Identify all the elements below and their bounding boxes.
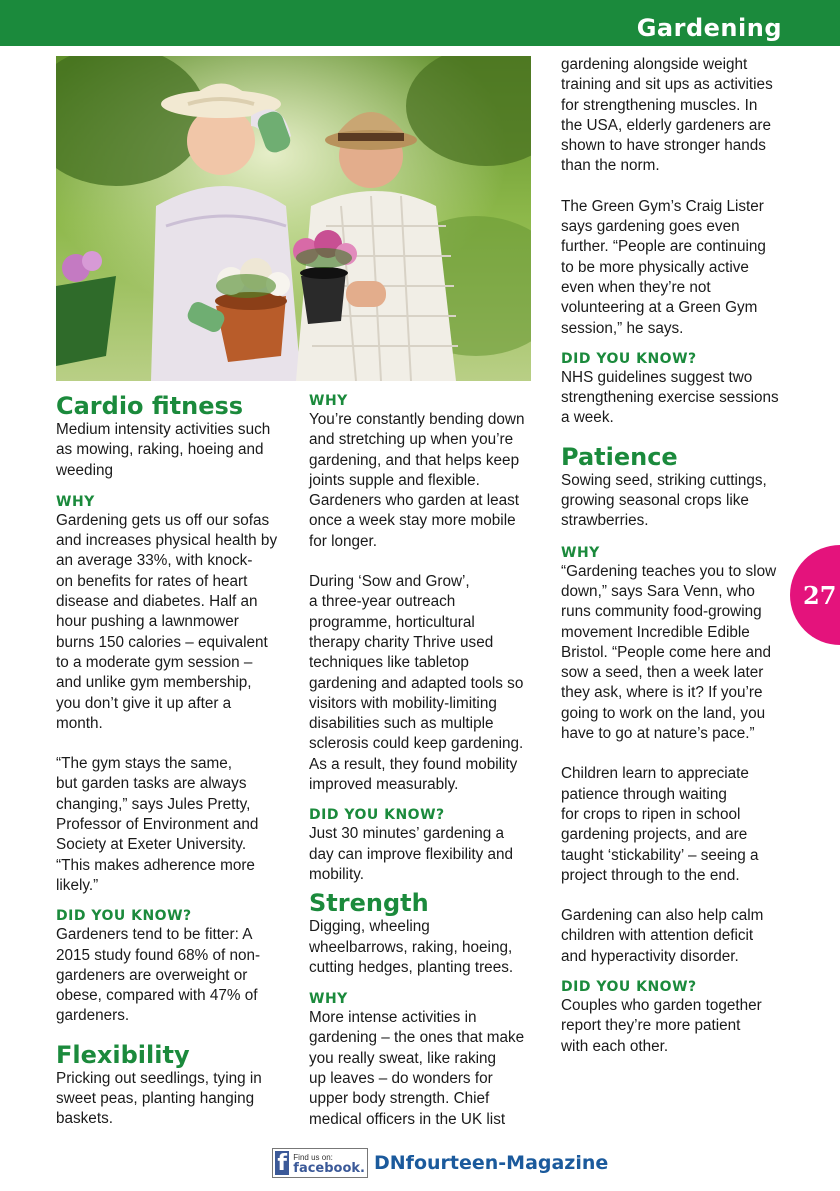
page-number: 27: [803, 581, 837, 610]
why-label: WHY: [309, 393, 348, 409]
page-number-tab: [790, 545, 840, 645]
why-label: WHY: [309, 991, 348, 1008]
heading-flexibility: Flexibility: [56, 1040, 190, 1069]
why-label: WHY: [561, 544, 600, 561]
did-you-know-text: Just 30 minutes’ gardening a day can improve flexibility and mobility.: [309, 825, 514, 883]
facebook-find-us: Find us on:: [293, 1152, 333, 1162]
section-header-bar: [0, 0, 840, 46]
feature-photo: [56, 56, 531, 381]
facebook-wordmark: facebook.: [293, 1160, 365, 1176]
body-paragraph: “Gardening teaches you to slow down,” says Sara Venn, who runs community food-growing movement Incredible Edible Bristol. “People come here and sow a seed, then a week later they ask, where is it? If you’re going to work on the land, you have to go at nature’s pace.”: [561, 562, 777, 743]
body-paragraph: The Green Gym’s Craig Lister says gardening goes even further. “People are continuing to be more physically active even when they’re not volunteering at a Green Gym session,” he says.: [561, 197, 766, 337]
gardening-couple-photo: [56, 56, 531, 381]
body-paragraph: “The gym stays the same, but garden tasks are always changing,” says Jules Pretty, Professor of Environment and Society at Exeter University. “This makes adherence more likely.”: [56, 755, 259, 894]
did-you-know-label: DID YOU KNOW?: [309, 807, 445, 824]
body-paragraph: During ‘Sow and Grow’, a three-year outreach programme, horticultural therapy charity Thrive used techniques like tabletop gardening and adapted tools so visitors with mobility-limiting disabilities such as multiple sclerosis could keep gardening. As a result, they found mobility improved measurably.: [309, 573, 524, 794]
section-title: Gardening: [636, 14, 782, 42]
cardio-intro: Medium intensity activities such as mowing, raking, hoeing and weeding: [56, 421, 271, 479]
facebook-icon: f: [275, 1151, 289, 1175]
heading-strength: Strength: [309, 889, 429, 918]
body-paragraph: You’re constantly bending down and stretching up when you’re gardening, and that helps keep joints supple and flexible. Gardeners who garden at least once a week stay more mobile for longer.: [309, 411, 525, 550]
strength-intro: Digging, wheeling wheelbarrows, raking, hoeing, cutting hedges, planting trees.: [309, 918, 514, 976]
did-you-know-label: DID YOU KNOW?: [56, 908, 192, 925]
body-paragraph: Gardening gets us off our sofas and increases physical health by an average 33%, with knock- on benefits for rates of heart disease and diabetes. Half an hour pushing a lawnmower burns 150 calories – equivalent to a moderate gym session – and unlike gym membership, you don’t give it up after a month.: [56, 511, 278, 732]
body-paragraph: gardening alongside weight training and sit ups as activities for strengthening muscles. In the USA, elderly gardeners are shown to have stronger hands than the norm.: [561, 56, 773, 175]
did-you-know-label: DID YOU KNOW?: [561, 978, 697, 995]
did-you-know-text: NHS guidelines suggest two strengthening exercise sessions a week.: [561, 368, 779, 427]
column-1: [56, 392, 278, 1130]
footer-facebook[interactable]: [272, 1146, 608, 1180]
did-you-know-text: Couples who garden together report they’re more patient with each other.: [561, 996, 762, 1055]
facebook-badge[interactable]: [272, 1148, 368, 1178]
facebook-handle-link[interactable]: DNfourteen-Magazine: [374, 1152, 609, 1174]
body-paragraph: More intense activities in gardening – the ones that make you really sweat, like raking up leaves – do wonders for upper body strength. Chief medical officers in the UK list: [309, 1009, 525, 1128]
heading-patience: Patience: [561, 442, 678, 471]
body-paragraph: Gardening can also help calm children with attention deficit and hyperactivity disorder.: [561, 907, 764, 965]
heading-cardio-fitness: Cardio fitness: [56, 392, 244, 420]
why-label: WHY: [56, 493, 95, 510]
column-3: [561, 55, 786, 1057]
column-2: [309, 392, 534, 1130]
patience-intro: Sowing seed, striking cuttings, growing seasonal crops like strawberries.: [561, 471, 767, 530]
did-you-know-text: Gardeners tend to be fitter: A 2015 study found 68% of non- gardeners are overweight or obese, compared with 47% of gardeners.: [56, 926, 261, 1025]
body-paragraph: Children learn to appreciate patience through waiting for crops to ripen in school gardening projects, and are taught ‘stickability’ – seeing a project through to the end.: [561, 765, 759, 884]
flexibility-intro: Pricking out seedlings, tying in sweet peas, planting hanging baskets.: [56, 1069, 262, 1128]
did-you-know-label: DID YOU KNOW?: [561, 350, 697, 367]
